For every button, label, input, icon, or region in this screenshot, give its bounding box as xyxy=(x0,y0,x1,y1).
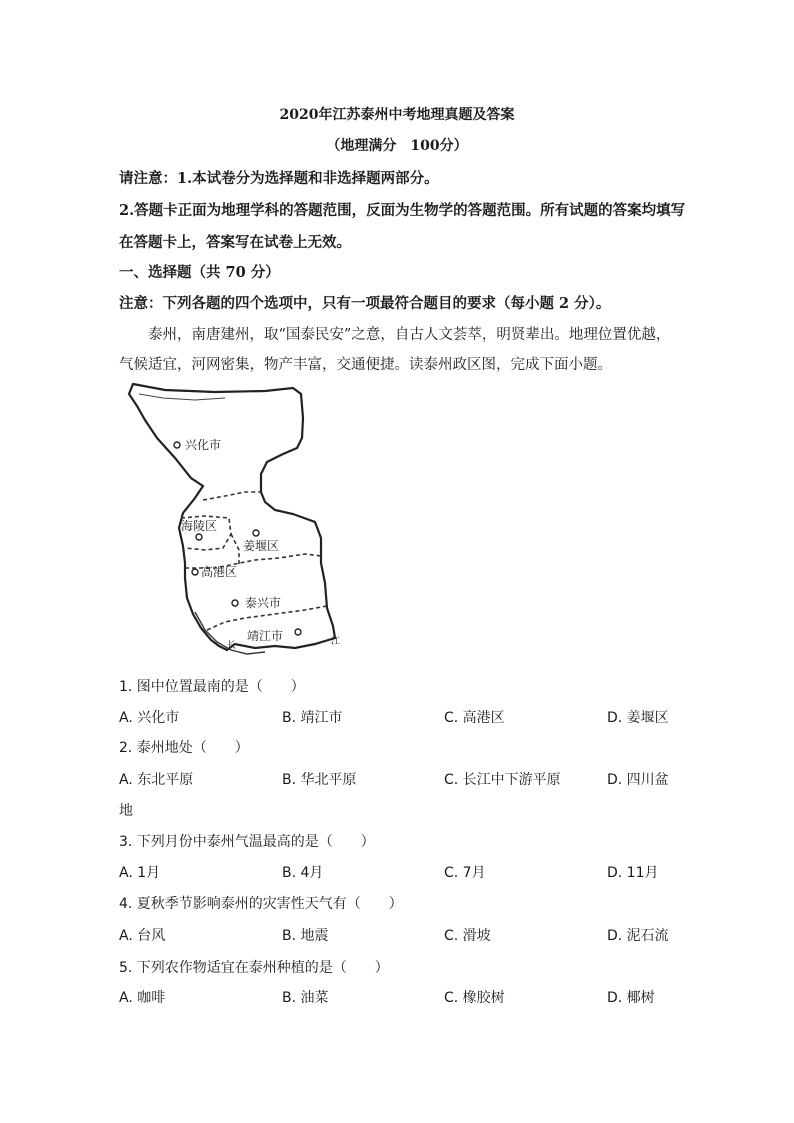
boundary-xinghua xyxy=(203,492,261,500)
page-title: 2020年江苏泰州中考地理真题及答案 xyxy=(279,107,515,123)
question-4-option-c: C. 滑坡 xyxy=(444,928,491,944)
jingjiang-dot xyxy=(295,629,301,635)
question-3-option-d: D. 11月 xyxy=(607,865,659,881)
jiangyan-dot xyxy=(253,530,259,536)
question-3-option-a: A. 1月 xyxy=(119,865,161,881)
question-4-stem: 4. 夏秋季节影响泰州的灾害性天气有（ ） xyxy=(119,896,403,912)
question-2-stem: 2. 泰州地处（ ） xyxy=(119,740,249,756)
map-label-jingjiang: 靖江市 xyxy=(247,629,284,643)
question-3-option-c: C. 7月 xyxy=(444,865,486,881)
notice-2-line-2: 在答题卡上，答案写在试卷上无效。 xyxy=(119,234,351,251)
map-label-xinghua: 兴化市 xyxy=(185,438,222,452)
question-1-option-c: C. 高港区 xyxy=(444,710,505,726)
question-5-option-a: A. 咖啡 xyxy=(119,990,166,1006)
question-2-option-a: A. 东北平原 xyxy=(119,772,194,788)
map-label-hailing: 海陵区 xyxy=(181,519,218,533)
question-1-stem: 1. 图中位置最南的是（ ） xyxy=(119,679,305,695)
hailing-dot xyxy=(196,534,202,540)
map-label-gaogang: 高港区 xyxy=(201,565,238,579)
question-1-option-b: B. 靖江市 xyxy=(282,710,343,726)
question-5-option-d: D. 椰树 xyxy=(607,990,655,1006)
section-note: 注意：下列各题的四个选项中，只有一项最符合题目的要求（每小题 2 分）。 xyxy=(119,295,611,312)
gaogang-dot xyxy=(192,569,198,575)
notice-1: 请注意：1.本试卷分为选择题和非选择题两部分。 xyxy=(119,170,439,187)
question-1-option-a: A. 兴化市 xyxy=(119,710,180,726)
question-5-option-c: C. 橡胶树 xyxy=(444,990,505,1006)
question-1-option-d: D. 姜堰区 xyxy=(607,710,669,726)
taixing-dot xyxy=(232,600,238,606)
question-4-option-b: B. 地震 xyxy=(282,928,329,944)
question-5-option-b: B. 油菜 xyxy=(282,990,329,1006)
notice-2-line-1: 2.答题卡正面为地理学科的答题范围，反面为生物学的答题范围。所有试题的答案均填写 xyxy=(119,202,686,219)
xinghua-dot xyxy=(174,442,180,448)
map-label-taixing: 泰兴市 xyxy=(245,596,282,610)
question-2-option-d: D. 四川盆 xyxy=(607,772,669,788)
intro-line-1: 泰州，南唐建州，取“国泰民安”之意，自古人文荟萃，明贤辈出。地理位置优越， xyxy=(148,327,671,343)
question-4-option-a: A. 台风 xyxy=(119,928,166,944)
intro-line-2: 气候适宜，河网密集，物产丰富，交通便捷。读泰州政区图，完成下面小题。 xyxy=(119,357,612,373)
section-heading: 一、选择题（共 70 分） xyxy=(119,264,280,281)
question-3-stem: 3. 下列月份中泰州气温最高的是（ ） xyxy=(119,834,375,850)
question-2-option-c: C. 长江中下游平原 xyxy=(444,772,561,788)
question-4-option-d: D. 泥石流 xyxy=(607,928,669,944)
question-2-option-b: B. 华北平原 xyxy=(282,772,357,788)
question-3-option-b: B. 4月 xyxy=(282,865,324,881)
map-label-river-left: 长 xyxy=(227,641,237,651)
page-subtitle: （地理满分 100分） xyxy=(326,138,468,154)
map-label-jiangyan: 姜堰区 xyxy=(243,539,280,553)
map-label-river-right: 江 xyxy=(331,637,341,647)
taizhou-district-map xyxy=(115,378,360,663)
question-5-stem: 5. 下列农作物适宜在泰州种植的是（ ） xyxy=(119,960,389,976)
question-2-option-d-wrap: 地 xyxy=(119,803,133,819)
